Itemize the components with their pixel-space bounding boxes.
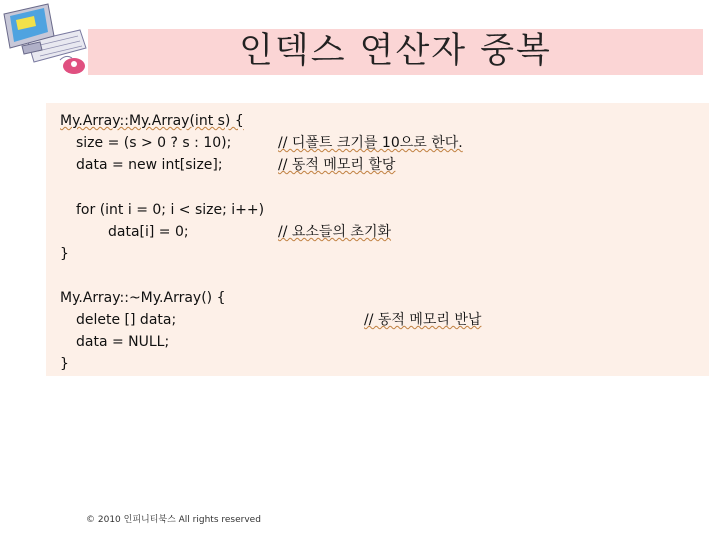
code-line: } (60, 246, 69, 262)
code-line: delete [] data; (76, 312, 177, 328)
code-comment: // 동적 메모리 반납 (364, 312, 482, 328)
computer-monitor-logo-icon (0, 0, 90, 80)
code-line: My.Array::My.Array(int s) { (60, 113, 244, 129)
code-line: My.Array::~My.Array() { (60, 290, 226, 306)
code-line: size = (s > 0 ? s : 10); (76, 135, 232, 151)
code-line: data[i] = 0; (108, 224, 189, 240)
code-line: data = NULL; (76, 334, 170, 350)
copyright-footer: © 2010 인피니티북스 All rights reserved (86, 515, 261, 525)
code-line: data = new int[size]; (76, 157, 223, 173)
code-block (46, 103, 709, 376)
code-comment: // 요소들의 초기화 (278, 224, 392, 240)
page-title: 인덱스 연산자 중복 (239, 31, 552, 71)
code-line: } (60, 356, 69, 372)
code-comment: // 동적 메모리 할당 (278, 157, 396, 173)
code-line: for (int i = 0; i < size; i++) (76, 202, 265, 218)
title-banner (88, 29, 703, 75)
code-comment: // 디폴트 크기를 10으로 한다. (278, 135, 463, 151)
